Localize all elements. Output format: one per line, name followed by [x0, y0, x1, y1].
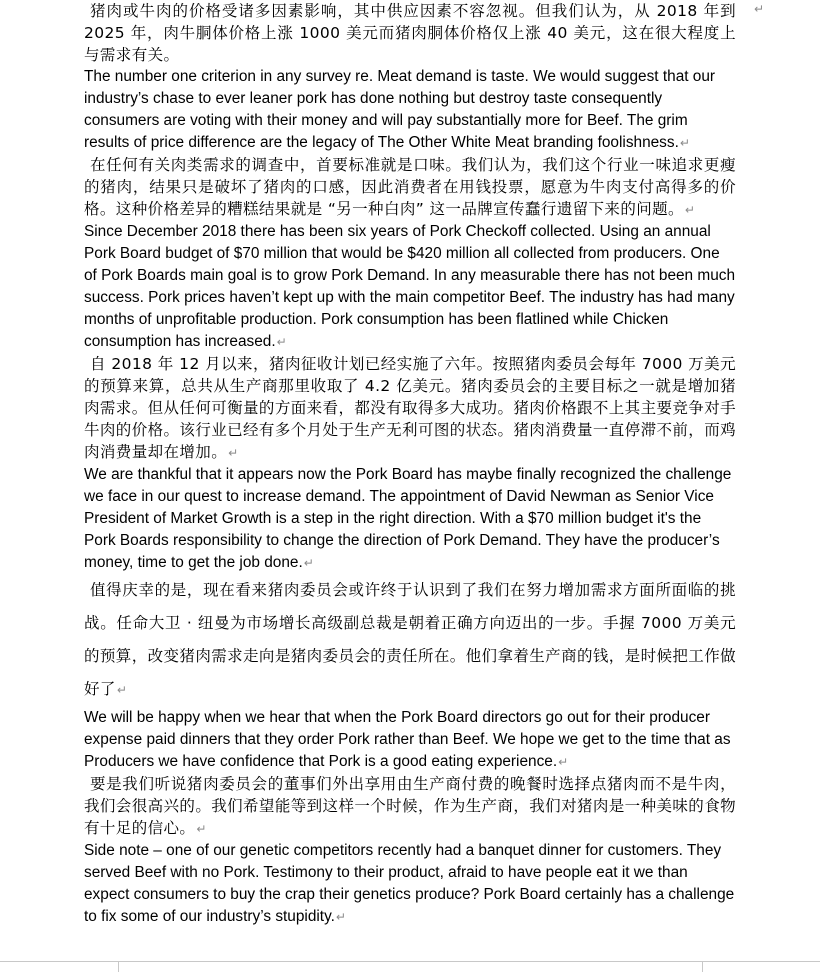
paragraph-en-5: Side note – one of our genetic competitors recently had a banquet dinner for customers. They served Beef with no Pork. Testimony to their product, afraid to have people eat it we than expect consumers to buy the crap their genetics produce? Pork Board certainly has a challenge to fix some of our industry’s stupidity.↵ — [84, 842, 735, 925]
paragraph-mark: ↵ — [753, 2, 764, 16]
ruler-tick — [702, 962, 703, 972]
paragraph-zh-1: 猪肉或牛肉的价格受诸多因素影响，其中供应因素不容忽视。但我们认为，从 2018 年到 2025 年，肉牛胴体价格上涨 1000 美元而猪肉胴体价格仅上涨 40 美元，这在很大程度上与需求有关。 — [84, 2, 736, 64]
document-body — [84, 0, 736, 928]
paragraph-en-1: The number one criterion in any survey re. Meat demand is taste. We would suggest that our industry’s chase to ever leaner pork has done nothing but destroy taste consequently consumers are voting with their money and will pay substantially more for Beef. The grim results of price difference are the legacy of The Other White Meat branding foolishness.↵ — [84, 68, 716, 151]
page-bottom-ruler — [0, 961, 820, 972]
paragraph-mark: ↵ — [303, 556, 314, 570]
paragraph-zh-2: 在任何有关肉类需求的调查中，首要标准就是口味。我们认为，我们这个行业一味追求更瘦的猪肉，结果只是破坏了猪肉的口感，因此消费者在用钱投票，愿意为牛肉支付高得多的价格。这种价格差异的糟糕结果就是 “另一种白肉” 这一品牌宣传蠢行遗留下来的问题。↵ — [84, 156, 736, 218]
paragraph-en-2: Since December 2018 there has been six years of Pork Checkoff collected. Using an annual Pork Board budget of $70 million that would be $420 million all collected from producers. One of Pork Boards main goal is to grow Pork Demand. In any measurable there has not been much success. Pork prices haven’t kept up with the main competitor Beef. The industry has had many months of unprofitable production. Pork consumption has been flatlined while Chicken consumption has increased.↵ — [84, 223, 736, 350]
paragraph-zh-3: 自 2018 年 12 月以来，猪肉征收计划已经实施了六年。按照猪肉委员会每年 7000 万美元的预算来算，总共从生产商那里收取了 4.2 亿美元。猪肉委员会的主要目标之一就是增加猪肉需求。但从任何可衡量的方面来看，都没有取得多大成功。猪肉价格跟不上其主要竞争对手牛肉的价格。该行业已经有多个月处于生产无利可图的状态。猪肉消费量一直停滞不前，而鸡肉消费量却在增加。↵ — [84, 355, 736, 461]
paragraph-mark: ↵ — [684, 203, 696, 217]
paragraph-mark: ↵ — [116, 683, 128, 697]
paragraph-mark: ↵ — [196, 822, 207, 836]
paragraph-en-4: We will be happy when we hear that when the Pork Board directors go out for their producer expense paid dinners that they order Pork rather than Beef. We hope we get to the time that as Producers we have confidence that Pork is a good eating experience.↵ — [84, 709, 731, 770]
paragraph-mark: ↵ — [335, 910, 346, 924]
paragraph-mark: ↵ — [276, 335, 287, 349]
paragraph-mark: ↵ — [679, 136, 690, 150]
paragraph-mark: ↵ — [558, 755, 569, 769]
ruler-tick — [118, 962, 119, 972]
paragraph-en-3: We are thankful that it appears now the Pork Board has maybe finally recognized the challenge we face in our quest to increase demand. The appointment of David Newman as Senior Vice President of Market Growth is a step in the right direction. With a $70 million budget it's the Pork Boards responsibility to change the direction of Pork Demand. They have the producer’s money, time to get the job done.↵ — [84, 466, 732, 571]
paragraph-zh-5: 要是我们听说猪肉委员会的董事们外出享用由生产商付费的晚餐时选择点猪肉而不是牛肉，我们会很高兴的。我们希望能等到这样一个时候，作为生产商，我们对猪肉是一种美味的食物有十足的信心。↵ — [84, 775, 736, 837]
paragraph-zh-4: 值得庆幸的是，现在看来猪肉委员会或许终于认识到了我们在努力增加需求方面所面临的挑战。任命大卫 · 纽曼为市场增长高级副总裁是朝着正确方向迈出的一步。手握 7000 万美元的预算，改变猪肉需求走向是猪肉委员会的责任所在。他们拿着生产商的钱，是时候把工作做好了↵ — [84, 581, 736, 698]
paragraph-mark: ↵ — [228, 446, 239, 460]
